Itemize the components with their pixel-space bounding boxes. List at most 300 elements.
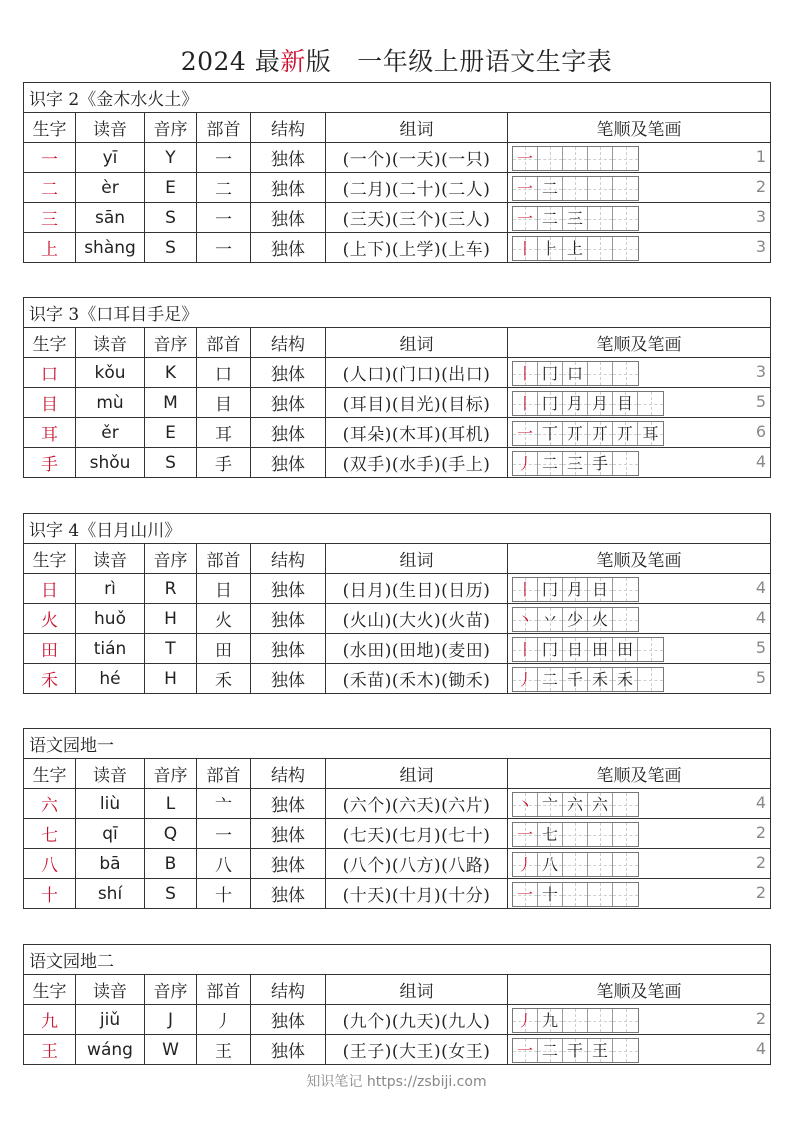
column-header-structure: 结构 bbox=[251, 544, 326, 574]
stroke-box bbox=[513, 392, 538, 415]
stroke-box bbox=[638, 392, 663, 415]
stroke-step: 冂 bbox=[541, 580, 558, 599]
stroke-box bbox=[513, 793, 538, 816]
column-header-strokes: 笔顺及笔画 bbox=[508, 975, 771, 1005]
stroke-grid bbox=[512, 1008, 639, 1033]
pinyin-cell: liù bbox=[76, 789, 145, 819]
structure-cell: 独体 bbox=[251, 1005, 326, 1035]
stroke-box bbox=[613, 452, 638, 475]
stroke-box bbox=[538, 207, 563, 230]
pinyin-cell: èr bbox=[76, 173, 145, 203]
character-cell: 十 bbox=[24, 879, 76, 909]
column-header-structure: 结构 bbox=[251, 759, 326, 789]
stroke-count: 4 bbox=[755, 452, 767, 471]
lesson-table bbox=[23, 728, 771, 909]
stroke-step: 月 bbox=[566, 394, 583, 413]
stroke-box bbox=[513, 883, 538, 906]
initial-cell: S bbox=[145, 448, 197, 478]
stroke-box bbox=[513, 362, 538, 385]
stroke-step: 一 bbox=[516, 1041, 533, 1060]
stroke-box bbox=[538, 237, 563, 260]
stroke-box bbox=[588, 638, 613, 661]
stroke-step: 冂 bbox=[541, 364, 558, 383]
structure-cell: 独体 bbox=[251, 879, 326, 909]
stroke-order-cell bbox=[508, 143, 771, 173]
stroke-grid bbox=[512, 637, 664, 662]
stroke-box bbox=[588, 1009, 613, 1032]
initial-cell: E bbox=[145, 173, 197, 203]
column-header-pinyin: 读音 bbox=[76, 544, 145, 574]
structure-cell: 独体 bbox=[251, 173, 326, 203]
words-cell: (日月)(生日)(日历) bbox=[326, 574, 508, 604]
stroke-count: 4 bbox=[755, 1039, 766, 1058]
stroke-step: 冂 bbox=[541, 394, 558, 413]
stroke-box bbox=[588, 1039, 613, 1062]
words-cell: (九个)(九天)(九人) bbox=[326, 1005, 508, 1035]
pinyin-cell: sān bbox=[76, 203, 145, 233]
stroke-step: 丿 bbox=[516, 454, 533, 473]
initial-cell: R bbox=[145, 574, 197, 604]
table-row bbox=[24, 574, 771, 604]
structure-cell: 独体 bbox=[251, 358, 326, 388]
stroke-box bbox=[538, 392, 563, 415]
stroke-box bbox=[513, 608, 538, 631]
section-title: 识字 2《金木水火土》 bbox=[24, 83, 771, 113]
stroke-count: 2 bbox=[755, 823, 766, 842]
column-header-strokes: 笔顺及笔画 bbox=[508, 544, 771, 574]
column-header-strokes: 笔顺及笔画 bbox=[508, 113, 771, 143]
structure-cell: 独体 bbox=[251, 664, 326, 694]
words-cell: (双手)(水手)(手上) bbox=[326, 448, 508, 478]
column-header-words: 组词 bbox=[326, 759, 508, 789]
column-header-words: 组词 bbox=[326, 975, 508, 1005]
stroke-box bbox=[588, 147, 613, 170]
stroke-box bbox=[538, 823, 563, 846]
stroke-step: 丨 bbox=[516, 364, 533, 383]
table-row bbox=[24, 664, 771, 694]
character-cell: 王 bbox=[24, 1035, 76, 1065]
stroke-box bbox=[538, 177, 563, 200]
stroke-box bbox=[588, 793, 613, 816]
stroke-step: 丶 bbox=[516, 610, 533, 629]
pinyin-cell: shǒu bbox=[76, 448, 145, 478]
stroke-box bbox=[563, 1009, 588, 1032]
column-header-words: 组词 bbox=[326, 544, 508, 574]
stroke-box bbox=[613, 177, 638, 200]
table-row bbox=[24, 203, 771, 233]
character-cell: 六 bbox=[24, 789, 76, 819]
stroke-box bbox=[538, 853, 563, 876]
stroke-step: 十 bbox=[541, 885, 558, 904]
structure-cell: 独体 bbox=[251, 1035, 326, 1065]
stroke-box bbox=[538, 362, 563, 385]
footer-watermark: 知识笔记 https://zsbiji.com bbox=[306, 1074, 487, 1090]
stroke-step: 丨 bbox=[516, 394, 533, 413]
stroke-count: 3 bbox=[755, 207, 767, 226]
column-header-radical: 部首 bbox=[197, 975, 251, 1005]
stroke-count: 1 bbox=[755, 147, 767, 166]
table-row bbox=[24, 418, 771, 448]
stroke-count: 3 bbox=[755, 362, 767, 381]
stroke-step: 口 bbox=[566, 364, 583, 383]
stroke-box bbox=[538, 1039, 563, 1062]
stroke-step: 田 bbox=[591, 640, 608, 659]
pinyin-cell: shí bbox=[76, 879, 145, 909]
stroke-order-cell bbox=[508, 173, 771, 203]
stroke-grid bbox=[512, 882, 639, 907]
initial-cell: L bbox=[145, 789, 197, 819]
stroke-step: 一 bbox=[516, 825, 533, 844]
stroke-box bbox=[563, 793, 588, 816]
stroke-step: 月 bbox=[566, 580, 583, 599]
initial-cell: W bbox=[145, 1035, 197, 1065]
stroke-grid bbox=[512, 176, 639, 201]
initial-cell: T bbox=[145, 634, 197, 664]
radical-cell: 目 bbox=[197, 388, 251, 418]
column-header-initial: 音序 bbox=[145, 544, 197, 574]
section-title: 语文园地二 bbox=[24, 945, 771, 975]
stroke-step: 三 bbox=[566, 454, 583, 473]
radical-cell: 口 bbox=[197, 358, 251, 388]
stroke-box bbox=[563, 638, 588, 661]
stroke-step: 少 bbox=[566, 610, 583, 629]
column-header-radical: 部首 bbox=[197, 759, 251, 789]
table-row bbox=[24, 789, 771, 819]
structure-cell: 独体 bbox=[251, 789, 326, 819]
column-header-radical: 部首 bbox=[197, 328, 251, 358]
words-cell: (二月)(二十)(二人) bbox=[326, 173, 508, 203]
stroke-box bbox=[588, 207, 613, 230]
stroke-order-cell bbox=[508, 634, 771, 664]
column-header-strokes: 笔顺及笔画 bbox=[508, 328, 771, 358]
radical-cell: 耳 bbox=[197, 418, 251, 448]
stroke-box bbox=[588, 392, 613, 415]
table-row bbox=[24, 1005, 771, 1035]
stroke-step: 九 bbox=[541, 1011, 558, 1030]
radical-cell: 一 bbox=[197, 233, 251, 263]
stroke-order-cell bbox=[508, 1005, 771, 1035]
pinyin-cell: wáng bbox=[76, 1035, 145, 1065]
stroke-box bbox=[563, 883, 588, 906]
radical-cell: 十 bbox=[197, 879, 251, 909]
stroke-step: 田 bbox=[616, 640, 633, 659]
words-cell: (禾苗)(禾木)(锄禾) bbox=[326, 664, 508, 694]
words-cell: (耳目)(目光)(目标) bbox=[326, 388, 508, 418]
stroke-step: 丨 bbox=[516, 580, 533, 599]
stroke-box bbox=[613, 853, 638, 876]
words-cell: (八个)(八方)(八路) bbox=[326, 849, 508, 879]
pinyin-cell: ěr bbox=[76, 418, 145, 448]
stroke-order-cell bbox=[508, 849, 771, 879]
stroke-step: 二 bbox=[541, 454, 558, 473]
initial-cell: S bbox=[145, 879, 197, 909]
stroke-box bbox=[538, 668, 563, 691]
table-row bbox=[24, 358, 771, 388]
stroke-order-cell bbox=[508, 1035, 771, 1065]
character-cell: 二 bbox=[24, 173, 76, 203]
stroke-box bbox=[538, 883, 563, 906]
stroke-box bbox=[613, 1039, 638, 1062]
stroke-step: 丌 bbox=[591, 424, 608, 443]
lesson-section bbox=[23, 82, 770, 263]
stroke-box bbox=[588, 883, 613, 906]
stroke-box bbox=[563, 147, 588, 170]
table-row bbox=[24, 173, 771, 203]
stroke-step: 丷 bbox=[541, 610, 558, 629]
stroke-step: 八 bbox=[541, 855, 558, 874]
column-header-words: 组词 bbox=[326, 113, 508, 143]
structure-cell: 独体 bbox=[251, 143, 326, 173]
stroke-step: 亠 bbox=[541, 795, 558, 814]
stroke-box bbox=[513, 147, 538, 170]
stroke-step: 干 bbox=[566, 1041, 583, 1060]
pinyin-cell: kǒu bbox=[76, 358, 145, 388]
structure-cell: 独体 bbox=[251, 634, 326, 664]
stroke-box bbox=[538, 1009, 563, 1032]
pinyin-cell: yī bbox=[76, 143, 145, 173]
stroke-box bbox=[513, 452, 538, 475]
table-row bbox=[24, 879, 771, 909]
character-cell: 田 bbox=[24, 634, 76, 664]
structure-cell: 独体 bbox=[251, 574, 326, 604]
stroke-grid bbox=[512, 146, 639, 171]
stroke-step: 丌 bbox=[566, 424, 583, 443]
column-header-char: 生字 bbox=[24, 759, 76, 789]
stroke-count: 5 bbox=[755, 668, 767, 687]
stroke-box bbox=[563, 392, 588, 415]
stroke-order-cell bbox=[508, 574, 771, 604]
character-cell: 八 bbox=[24, 849, 76, 879]
stroke-box bbox=[538, 452, 563, 475]
column-header-structure: 结构 bbox=[251, 113, 326, 143]
stroke-grid bbox=[512, 236, 639, 261]
radical-cell: 王 bbox=[197, 1035, 251, 1065]
table-row bbox=[24, 448, 771, 478]
column-header-structure: 结构 bbox=[251, 328, 326, 358]
stroke-step: 丌 bbox=[616, 424, 633, 443]
words-cell: (上下)(上学)(上车) bbox=[326, 233, 508, 263]
table-row bbox=[24, 634, 771, 664]
character-cell: 禾 bbox=[24, 664, 76, 694]
stroke-box bbox=[638, 422, 663, 445]
stroke-order-cell bbox=[508, 418, 771, 448]
stroke-count: 2 bbox=[755, 1009, 766, 1028]
stroke-grid bbox=[512, 852, 639, 877]
stroke-box bbox=[613, 793, 638, 816]
stroke-box bbox=[563, 578, 588, 601]
stroke-step: 丅 bbox=[541, 424, 558, 443]
structure-cell: 独体 bbox=[251, 418, 326, 448]
stroke-step: ⺊ bbox=[541, 239, 558, 258]
title-part2: 版 bbox=[305, 47, 332, 76]
stroke-box bbox=[513, 823, 538, 846]
stroke-step: 三 bbox=[566, 209, 583, 228]
column-header-initial: 音序 bbox=[145, 113, 197, 143]
stroke-step: 二 bbox=[541, 209, 558, 228]
stroke-box bbox=[588, 823, 613, 846]
stroke-step: 丿 bbox=[516, 1011, 533, 1030]
stroke-box bbox=[588, 177, 613, 200]
stroke-box bbox=[588, 853, 613, 876]
column-header-radical: 部首 bbox=[197, 544, 251, 574]
stroke-order-cell bbox=[508, 664, 771, 694]
stroke-box bbox=[613, 392, 638, 415]
stroke-step: 二 bbox=[541, 1041, 558, 1060]
column-header-pinyin: 读音 bbox=[76, 759, 145, 789]
stroke-step: 王 bbox=[591, 1041, 608, 1060]
pinyin-cell: mù bbox=[76, 388, 145, 418]
character-cell: 三 bbox=[24, 203, 76, 233]
stroke-order-cell bbox=[508, 233, 771, 263]
stroke-grid bbox=[512, 451, 639, 476]
stroke-box bbox=[613, 1009, 638, 1032]
stroke-step: 日 bbox=[591, 580, 608, 599]
section-title: 语文园地一 bbox=[24, 729, 771, 759]
structure-cell: 独体 bbox=[251, 448, 326, 478]
radical-cell: 田 bbox=[197, 634, 251, 664]
stroke-step: 六 bbox=[566, 795, 583, 814]
radical-cell: 一 bbox=[197, 203, 251, 233]
stroke-step: 月 bbox=[591, 394, 608, 413]
character-cell: 火 bbox=[24, 604, 76, 634]
pinyin-cell: hé bbox=[76, 664, 145, 694]
pinyin-cell: qī bbox=[76, 819, 145, 849]
character-cell: 手 bbox=[24, 448, 76, 478]
title-part3: 一年级上册语文生字表 bbox=[357, 47, 613, 76]
radical-cell: 一 bbox=[197, 819, 251, 849]
stroke-box bbox=[513, 668, 538, 691]
stroke-order-cell bbox=[508, 879, 771, 909]
stroke-box bbox=[513, 422, 538, 445]
words-cell: (七天)(七月)(七十) bbox=[326, 819, 508, 849]
stroke-box bbox=[613, 578, 638, 601]
stroke-count: 6 bbox=[755, 422, 767, 441]
page-title bbox=[0, 42, 793, 78]
pinyin-cell: jiǔ bbox=[76, 1005, 145, 1035]
stroke-box bbox=[563, 362, 588, 385]
initial-cell: S bbox=[145, 203, 197, 233]
character-cell: 一 bbox=[24, 143, 76, 173]
stroke-count: 4 bbox=[755, 793, 766, 812]
initial-cell: M bbox=[145, 388, 197, 418]
stroke-step: 一 bbox=[516, 179, 533, 198]
radical-cell: 日 bbox=[197, 574, 251, 604]
stroke-box bbox=[613, 668, 638, 691]
structure-cell: 独体 bbox=[251, 203, 326, 233]
table-row bbox=[24, 233, 771, 263]
initial-cell: J bbox=[145, 1005, 197, 1035]
stroke-grid bbox=[512, 667, 664, 692]
stroke-step: 二 bbox=[541, 179, 558, 198]
stroke-box bbox=[613, 362, 638, 385]
stroke-grid bbox=[512, 421, 664, 446]
stroke-box bbox=[613, 207, 638, 230]
stroke-box bbox=[563, 608, 588, 631]
initial-cell: S bbox=[145, 233, 197, 263]
stroke-box bbox=[538, 422, 563, 445]
column-header-char: 生字 bbox=[24, 975, 76, 1005]
stroke-step: 一 bbox=[516, 209, 533, 228]
stroke-grid bbox=[512, 577, 639, 602]
pinyin-cell: rì bbox=[76, 574, 145, 604]
table-row bbox=[24, 849, 771, 879]
stroke-step: 丿 bbox=[516, 670, 533, 689]
initial-cell: Y bbox=[145, 143, 197, 173]
column-header-structure: 结构 bbox=[251, 975, 326, 1005]
column-header-char: 生字 bbox=[24, 328, 76, 358]
stroke-step: 丿 bbox=[516, 855, 533, 874]
words-cell: (六个)(六天)(六片) bbox=[326, 789, 508, 819]
stroke-box bbox=[563, 668, 588, 691]
words-cell: (一个)(一天)(一只) bbox=[326, 143, 508, 173]
radical-cell: 一 bbox=[197, 143, 251, 173]
stroke-step: 手 bbox=[591, 454, 608, 473]
title-part1: 2024 最 bbox=[180, 47, 281, 76]
lesson-section bbox=[23, 944, 770, 1065]
stroke-grid bbox=[512, 391, 664, 416]
words-cell: (火山)(大火)(火苗) bbox=[326, 604, 508, 634]
stroke-box bbox=[538, 638, 563, 661]
radical-cell: 二 bbox=[197, 173, 251, 203]
stroke-box bbox=[613, 237, 638, 260]
column-header-initial: 音序 bbox=[145, 975, 197, 1005]
pinyin-cell: shàng bbox=[76, 233, 145, 263]
stroke-count: 4 bbox=[755, 578, 767, 597]
words-cell: (十天)(十月)(十分) bbox=[326, 879, 508, 909]
character-cell: 口 bbox=[24, 358, 76, 388]
stroke-step: 一 bbox=[516, 149, 533, 168]
stroke-box bbox=[638, 638, 663, 661]
character-cell: 上 bbox=[24, 233, 76, 263]
column-header-pinyin: 读音 bbox=[76, 113, 145, 143]
stroke-box bbox=[513, 1009, 538, 1032]
stroke-count: 4 bbox=[755, 608, 767, 627]
stroke-grid bbox=[512, 361, 639, 386]
stroke-box bbox=[538, 147, 563, 170]
stroke-box bbox=[613, 147, 638, 170]
stroke-count: 3 bbox=[755, 237, 767, 256]
table-row bbox=[24, 604, 771, 634]
stroke-step: 日 bbox=[566, 640, 583, 659]
stroke-box bbox=[613, 823, 638, 846]
stroke-order-cell bbox=[508, 388, 771, 418]
character-cell: 九 bbox=[24, 1005, 76, 1035]
stroke-order-cell bbox=[508, 358, 771, 388]
stroke-step: 火 bbox=[591, 610, 608, 629]
stroke-step: 六 bbox=[591, 795, 608, 814]
column-header-pinyin: 读音 bbox=[76, 328, 145, 358]
column-header-char: 生字 bbox=[24, 113, 76, 143]
lesson-section bbox=[23, 513, 770, 694]
stroke-count: 2 bbox=[755, 177, 767, 196]
radical-cell: 八 bbox=[197, 849, 251, 879]
stroke-order-cell bbox=[508, 789, 771, 819]
stroke-count: 5 bbox=[755, 638, 767, 657]
table-row bbox=[24, 819, 771, 849]
initial-cell: H bbox=[145, 664, 197, 694]
character-cell: 目 bbox=[24, 388, 76, 418]
stroke-box bbox=[613, 883, 638, 906]
structure-cell: 独体 bbox=[251, 849, 326, 879]
stroke-order-cell bbox=[508, 448, 771, 478]
title-red-char: 新 bbox=[280, 47, 306, 76]
initial-cell: H bbox=[145, 604, 197, 634]
words-cell: (人口)(门口)(出口) bbox=[326, 358, 508, 388]
pinyin-cell: bā bbox=[76, 849, 145, 879]
lesson-table bbox=[23, 82, 771, 263]
words-cell: (三天)(三个)(三人) bbox=[326, 203, 508, 233]
stroke-count: 2 bbox=[755, 853, 766, 872]
